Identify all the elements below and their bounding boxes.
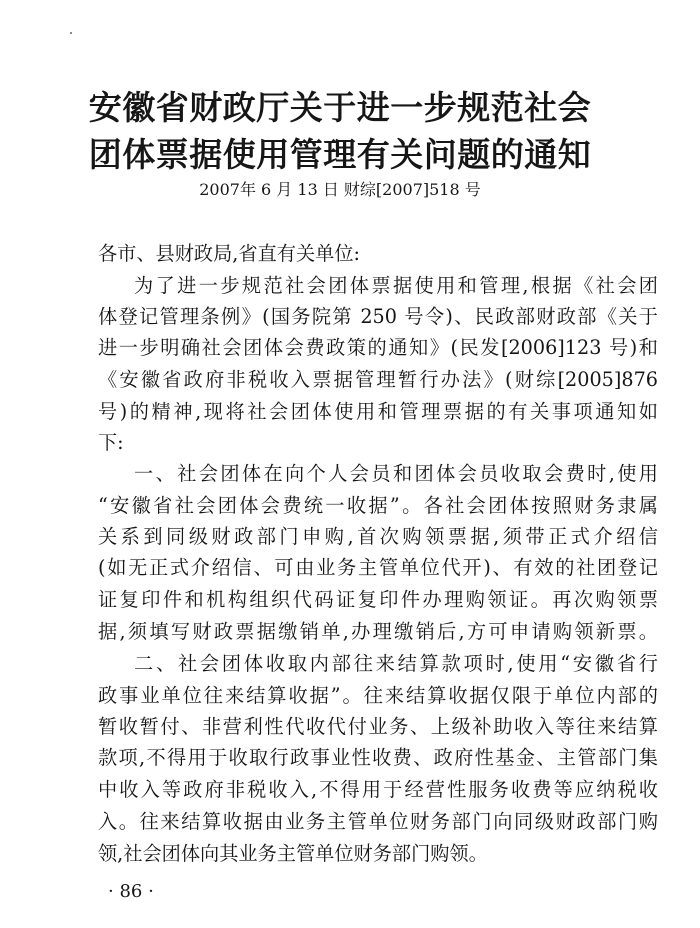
paragraph-1-line: 体登记管理条例》(国务院第 250 号令)、民政部财政部《关于 <box>98 305 658 328</box>
salutation: 各市、县财政局,省直有关单位: <box>98 242 361 265</box>
paragraph-2-line: 一、社会团体在向个人会员和团体会员收取会费时,使用 <box>134 462 658 485</box>
paragraph-3-line: 领,社会团体向其业务主管单位财务部门购领。 <box>98 842 488 865</box>
scan-speck <box>70 32 72 34</box>
paragraph-1-line: 号)的精神,现将社会团体使用和管理票据的有关事项通知如 <box>98 400 658 423</box>
paragraph-2-line: “安徽省社会团体会费统一收据”。各社会团体按照财务隶属 <box>98 494 658 517</box>
document-title-line-1: 安徽省财政厅关于进一步规范社会 <box>88 88 592 127</box>
paragraph-3-line: 政事业单位往来结算收据”。往来结算收据仅限于单位内部的 <box>98 684 658 707</box>
paragraph-1-line: 下: <box>98 431 124 454</box>
paragraph-3-line: 中收入等政府非税收入,不得用于经营性服务收费等应纳税收 <box>98 778 658 801</box>
page-number: · 86 · <box>108 881 154 902</box>
document-title-line-2: 团体票据使用管理有关问题的通知 <box>88 135 592 174</box>
document-dateline: 2007年 6 月 13 日 财综[2007]518 号 <box>199 180 481 199</box>
paragraph-2-line: 据,须填写财政票据缴销单,办理缴销后,方可申请购领新票。 <box>98 620 658 643</box>
paragraph-3-line: 款项,不得用于收取行政事业性收费、政府性基金、主管部门集 <box>98 746 658 769</box>
paragraph-3-line: 入。往来结算收据由业务主管单位财务部门向同级财政部门购 <box>98 810 658 833</box>
paragraph-3-line: 暂收暂付、非营利性代收代付业务、上级补助收入等往来结算 <box>98 715 658 738</box>
paragraph-1-line: 《安徽省政府非税收入票据管理暂行办法》(财综[2005]876 <box>98 368 658 391</box>
paragraph-3-line: 二、社会团体收取内部往来结算款项时,使用“安徽省行 <box>134 652 658 675</box>
paragraph-2-line: 关系到同级财政部门申购,首次购领票据,须带正式介绍信 <box>98 525 658 548</box>
paragraph-1-line: 进一步明确社会团体会费政策的通知》(民发[2006]123 号)和 <box>98 336 658 359</box>
paragraph-2-line: (如无正式介绍信、可由业务主管单位代开)、有效的社团登记 <box>98 556 658 579</box>
paragraph-1-line: 为了进一步规范社会团体票据使用和管理,根据《社会团 <box>134 274 658 297</box>
paragraph-2-line: 证复印件和机构组织代码证复印件办理购领证。再次购领票 <box>98 588 658 611</box>
